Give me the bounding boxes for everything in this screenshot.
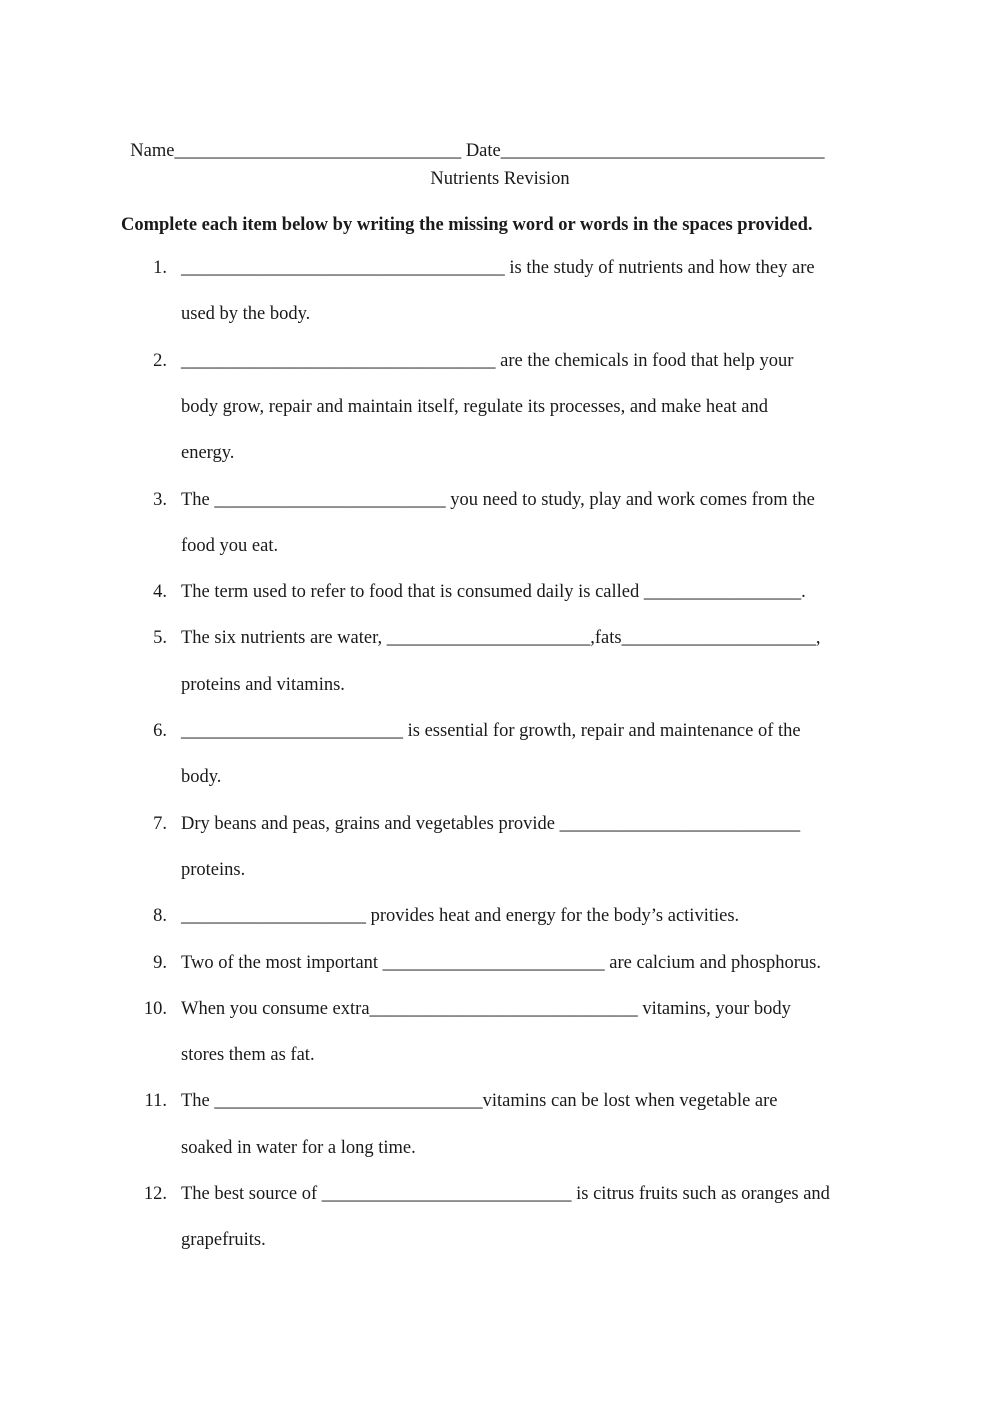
question-number: 1. xyxy=(153,258,167,278)
question-number: 12. xyxy=(143,1184,167,1204)
question-number: 11. xyxy=(144,1091,167,1112)
question-text: soaked in water for a long time. xyxy=(181,1137,416,1158)
question-text: body grow, repair and maintain itself, regulate its processes, and make heat and xyxy=(181,396,769,417)
question-text: energy. xyxy=(181,443,235,464)
question-number: 8. xyxy=(153,906,167,927)
question-text: The term used to refer to food that is consumed daily is called _________________. xyxy=(181,582,806,603)
question-number: 6. xyxy=(153,721,167,741)
question-text: __________________________________ are the chemicals in food that help your xyxy=(181,350,794,371)
question-text: When you consume extra_____________________________ vitamins, your body xyxy=(181,998,791,1019)
question-text: food you eat. xyxy=(181,535,279,556)
name-field[interactable]: _______________________________ xyxy=(174,140,462,161)
question-text: Two of the most important ________________________ are calcium and phosphorus. xyxy=(181,952,821,973)
question-number: 7. xyxy=(153,813,167,834)
question-text: The _____________________________vitamins can be lost when vegetable are xyxy=(181,1091,778,1112)
question-number: 2. xyxy=(153,350,167,371)
question-text: stores them as fat. xyxy=(181,1045,315,1066)
date-label: Date xyxy=(461,140,501,161)
name-label: Name xyxy=(130,140,175,161)
question-number: 5. xyxy=(153,628,167,649)
page-title: Nutrients Revision xyxy=(430,169,570,189)
question-number: 3. xyxy=(153,489,167,510)
question-text: The best source of ___________________________ is citrus fruits such as oranges and xyxy=(181,1184,830,1204)
question-text: Dry beans and peas, grains and vegetables provide __________________________ xyxy=(181,813,801,834)
question-text: used by the body. xyxy=(181,304,311,325)
header-line xyxy=(121,123,825,160)
question-text: proteins. xyxy=(181,859,246,880)
question-text: The six nutrients are water, ______________________,fats_____________________, xyxy=(181,628,821,649)
question-text: grapefruits. xyxy=(181,1230,266,1251)
question-text: The _________________________ you need to study, play and work comes from the xyxy=(181,489,815,510)
question-number: 10. xyxy=(143,998,167,1019)
question-text: ___________________________________ is the study of nutrients and how they are xyxy=(181,258,815,278)
question-text: body. xyxy=(181,767,222,788)
question-text: ________________________ is essential for growth, repair and maintenance of the xyxy=(181,721,801,741)
question-number: 9. xyxy=(153,952,167,973)
instructions: Complete each item below by writing the missing word or words in the spaces provided. xyxy=(121,215,813,235)
question-number: 4. xyxy=(153,582,167,603)
question-text: ____________________ provides heat and energy for the body’s activities. xyxy=(181,906,740,927)
date-field[interactable]: ___________________________________ xyxy=(500,140,825,161)
question-text: proteins and vitamins. xyxy=(181,674,345,695)
